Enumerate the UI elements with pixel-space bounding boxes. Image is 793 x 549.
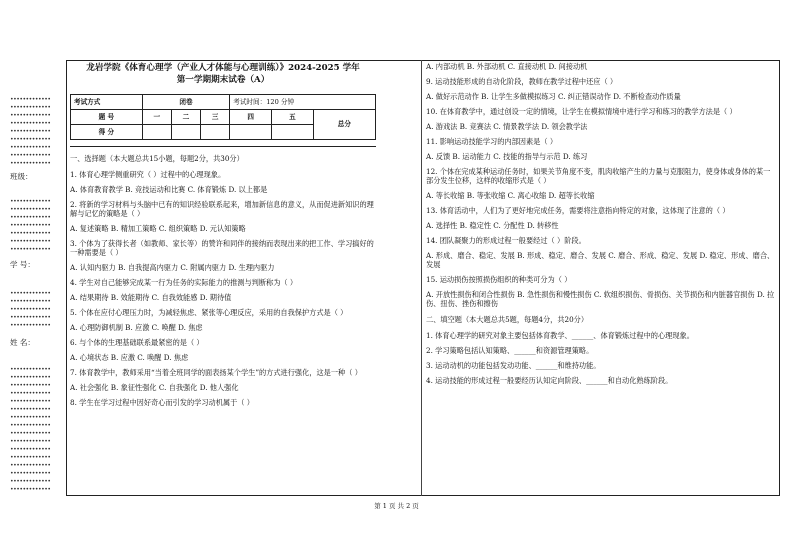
question-options: A. 内部动机 B. 外部动机 C. 直接动机 D. 间接动机 xyxy=(426,62,588,71)
section1-heading: 一、选择题（本大题总共15小题，每题2分，共30分） xyxy=(70,154,244,163)
question-options: A. 认知内驱力 B. 自我提高内驱力 C. 附属内驱力 D. 生理内驱力 xyxy=(70,263,275,272)
binding-dots: ••••••••••••• xyxy=(10,374,51,381)
binding-dots: ••••••••••••• xyxy=(10,120,51,127)
fill-question: 1. 体育心理学的研究对象主要包括体育教学、______、体育锻炼过程中的心理现象。 xyxy=(426,331,694,340)
binding-dots: ••••••••••••• xyxy=(10,322,51,329)
fill-question: 2. 学习策略包括认知策略、______和资源管理策略。 xyxy=(426,346,594,355)
column-header: 一 xyxy=(142,110,171,125)
column-header: 四 xyxy=(230,110,272,125)
binding-dots: ••••••••••••• xyxy=(10,454,51,461)
question-options: A. 复述策略 B. 精加工策略 C. 组织策略 D. 元认知策略 xyxy=(70,224,246,233)
question-options: A. 反馈 B. 运动能力 C. 技能的指导与示范 D. 练习 xyxy=(426,152,588,161)
binding-dots: ••••••••••••• xyxy=(10,290,51,297)
binding-dots: ••••••••••••• xyxy=(10,238,51,245)
separator xyxy=(70,146,376,147)
fill-question: 4. 运动技能的形成过程一般要经历认知定向阶段、______和自动化熟练阶段。 xyxy=(426,376,673,385)
question-options: A. 游戏法 B. 竞赛法 C. 情景教学法 D. 领会教学法 xyxy=(426,122,588,131)
binding-dots: ••••••••••••• xyxy=(10,128,51,135)
class-label: 班级： xyxy=(10,172,33,181)
question-text: 5. 个体在应付心理压力时，为减轻焦虑、紧张等心理反应，采用的自我保护方式是（ ） xyxy=(70,308,348,317)
binding-dots: ••••••••••••• xyxy=(10,160,51,167)
page-number: 第 1 页 共 2 页 xyxy=(374,502,419,510)
binding-dots: ••••••••••••• xyxy=(10,390,51,397)
binding-dots: ••••••••••••• xyxy=(10,430,51,437)
question-no-label: 题 号 xyxy=(71,110,143,125)
question-text: 2. 将新的学习材料与头脑中已有的知识经验联系起来，增加新信息的意义，从而促进新知识的理解与记忆的策略是（ ） xyxy=(70,200,374,218)
binding-dots: ••••••••••••• xyxy=(10,470,51,477)
question-options: A. 社会强化 B. 象征性强化 C. 自我强化 D. 他人强化 xyxy=(70,383,239,392)
score-cell[interactable] xyxy=(230,125,272,140)
binding-dots: ••••••••••••• xyxy=(10,96,51,103)
binding-dots: ••••••••••••• xyxy=(10,486,51,493)
binding-dots: ••••••••••••• xyxy=(10,382,51,389)
score-cell[interactable] xyxy=(201,125,230,140)
score-table xyxy=(70,94,376,140)
question-text: 14. 团队凝聚力的形成过程一般要经过（ ）阶段。 xyxy=(426,236,586,245)
binding-dots: ••••••••••••• xyxy=(10,214,51,221)
binding-dots: ••••••••••••• xyxy=(10,406,51,413)
question-text: 12. 个体在完成某种运动任务时，如果关节角度不变，肌肉收缩产生的力量与克服阻力，使身体或身体的某一部分发生位移，这样的收缩形式是（ ） xyxy=(426,167,771,185)
question-text: 13. 体育活动中，人们为了更好地完成任务，需要将注意指向特定的对象，这体现了注意的（ ） xyxy=(426,206,730,215)
binding-dots: ••••••••••••• xyxy=(10,306,51,313)
total-label: 总分 xyxy=(313,110,375,140)
binding-dots: ••••••••••••• xyxy=(10,478,51,485)
binding-dots: ••••••••••••• xyxy=(10,446,51,453)
binding-dots: ••••••••••••• xyxy=(10,438,51,445)
question-options: A. 开放性损伤和闭合性损伤 B. 急性损伤和慢性损伤 C. 软组织损伤、骨损伤、关节损伤和内脏器官损伤 D. 拉伤、扭伤、挫伤和擦伤 xyxy=(426,290,775,308)
binding-dots: ••••••••••••• xyxy=(10,314,51,321)
binding-dots: ••••••••••••• xyxy=(10,230,51,237)
binding-margin xyxy=(0,0,64,549)
binding-dots: ••••••••••••• xyxy=(10,104,51,111)
question-text: 10. 在体育教学中，通过创设一定的情境，让学生在模拟情境中进行学习和练习的教学方法是（ ） xyxy=(426,107,737,116)
binding-dots: ••••••••••••• xyxy=(10,462,51,469)
binding-dots: ••••••••••••• xyxy=(10,414,51,421)
question-options: A. 等长收缩 B. 等张收缩 C. 离心收缩 D. 超等长收缩 xyxy=(426,191,595,200)
name-label: 姓 名： xyxy=(10,338,35,347)
question-text: 9. 运动技能形成的自动化阶段，教师在教学过程中还应（ ） xyxy=(426,77,618,86)
fill-question: 3. 运动动机的功能包括发动功能、______和维持功能。 xyxy=(426,361,601,370)
binding-dots: ••••••••••••• xyxy=(10,206,51,213)
binding-dots: ••••••••••••• xyxy=(10,152,51,159)
column-header: 三 xyxy=(201,110,230,125)
question-options: A. 心境状态 B. 应激 C. 唤醒 D. 焦虑 xyxy=(70,353,189,362)
question-text: 8. 学生在学习过程中因好奇心而引发的学习动机属于（ ） xyxy=(70,398,254,407)
student-id-label: 学 号： xyxy=(10,260,35,269)
question-text: 4. 学生对自己能够完成某一行为任务的实际能力的推测与判断称为（ ） xyxy=(70,278,298,287)
question-text: 3. 个体为了获得长者（如教师、家长等）的赞许和同伴的接纳而表现出来的把工作、学习搞好的一种需要是（ ） xyxy=(70,239,374,257)
question-text: 1. 体育心理学侧重研究（ ）过程中的心理现象。 xyxy=(70,170,226,179)
binding-dots: ••••••••••••• xyxy=(10,398,51,405)
score-cell[interactable] xyxy=(272,125,314,140)
question-text: 6. 与个体的生理基础联系最紧密的是（ ） xyxy=(70,338,204,347)
exam-method-label: 考试方式 xyxy=(71,95,143,110)
column-divider xyxy=(421,60,422,496)
binding-dots: ••••••••••••• xyxy=(10,112,51,119)
binding-dots: ••••••••••••• xyxy=(10,246,51,253)
exam-title-line2: 第一学期期末试卷（A） xyxy=(176,75,270,85)
binding-dots: ••••••••••••• xyxy=(10,422,51,429)
score-cell[interactable] xyxy=(142,125,171,140)
score-label: 得 分 xyxy=(71,125,143,140)
column-header: 二 xyxy=(171,110,200,125)
binding-dots: ••••••••••••• xyxy=(10,136,51,143)
question-options: A. 体育教育教学 B. 竞技运动和比赛 C. 体育锻炼 D. 以上都是 xyxy=(70,185,268,194)
exam-time: 考试时间：120 分钟 xyxy=(230,95,376,110)
binding-dots: ••••••••••••• xyxy=(10,144,51,151)
binding-dots: ••••••••••••• xyxy=(10,298,51,305)
question-options: A. 心理防御机制 B. 应激 C. 唤醒 D. 焦虑 xyxy=(70,323,203,332)
question-text: 11. 影响运动技能学习的内部因素是（ ） xyxy=(426,137,558,146)
score-cell[interactable] xyxy=(171,125,200,140)
binding-dots: ••••••••••••• xyxy=(10,222,51,229)
question-text: 7. 体育教学中，教师采用“当着全班同学的面表扬某个学生”的方式进行强化，这是一种（ ） xyxy=(70,368,362,377)
question-options: A. 结果期待 B. 效能期待 C. 自我效能感 D. 期待值 xyxy=(70,293,232,302)
exam-method-value: 闭卷 xyxy=(142,95,230,110)
question-options: A. 形成、磨合、稳定、发展 B. 形成、稳定、磨合、发展 C. 磨合、形成、稳定、发展 D. 稳定、形成、磨合、发展 xyxy=(426,251,775,269)
question-options: A. 做好示范动作 B. 让学生多做模拟练习 C. 纠正错误动作 D. 不断检查动作质量 xyxy=(426,92,681,101)
binding-dots: ••••••••••••• xyxy=(10,198,51,205)
section2-heading: 二、填空题（本大题总共5题，每题4分，共20分） xyxy=(426,315,589,324)
question-text: 15. 运动损伤按照损伤组织的种类可分为（ ） xyxy=(426,275,572,284)
exam-title-line1: 龙岩学院《体育心理学（产业人才体能与心理训练）》2024-2025 学年 xyxy=(86,63,360,73)
binding-dots: ••••••••••••• xyxy=(10,366,51,373)
right-column xyxy=(426,62,776,391)
column-header: 五 xyxy=(272,110,314,125)
left-column xyxy=(70,62,376,413)
question-options: A. 选择性 B. 稳定性 C. 分配性 D. 转移性 xyxy=(426,221,559,230)
